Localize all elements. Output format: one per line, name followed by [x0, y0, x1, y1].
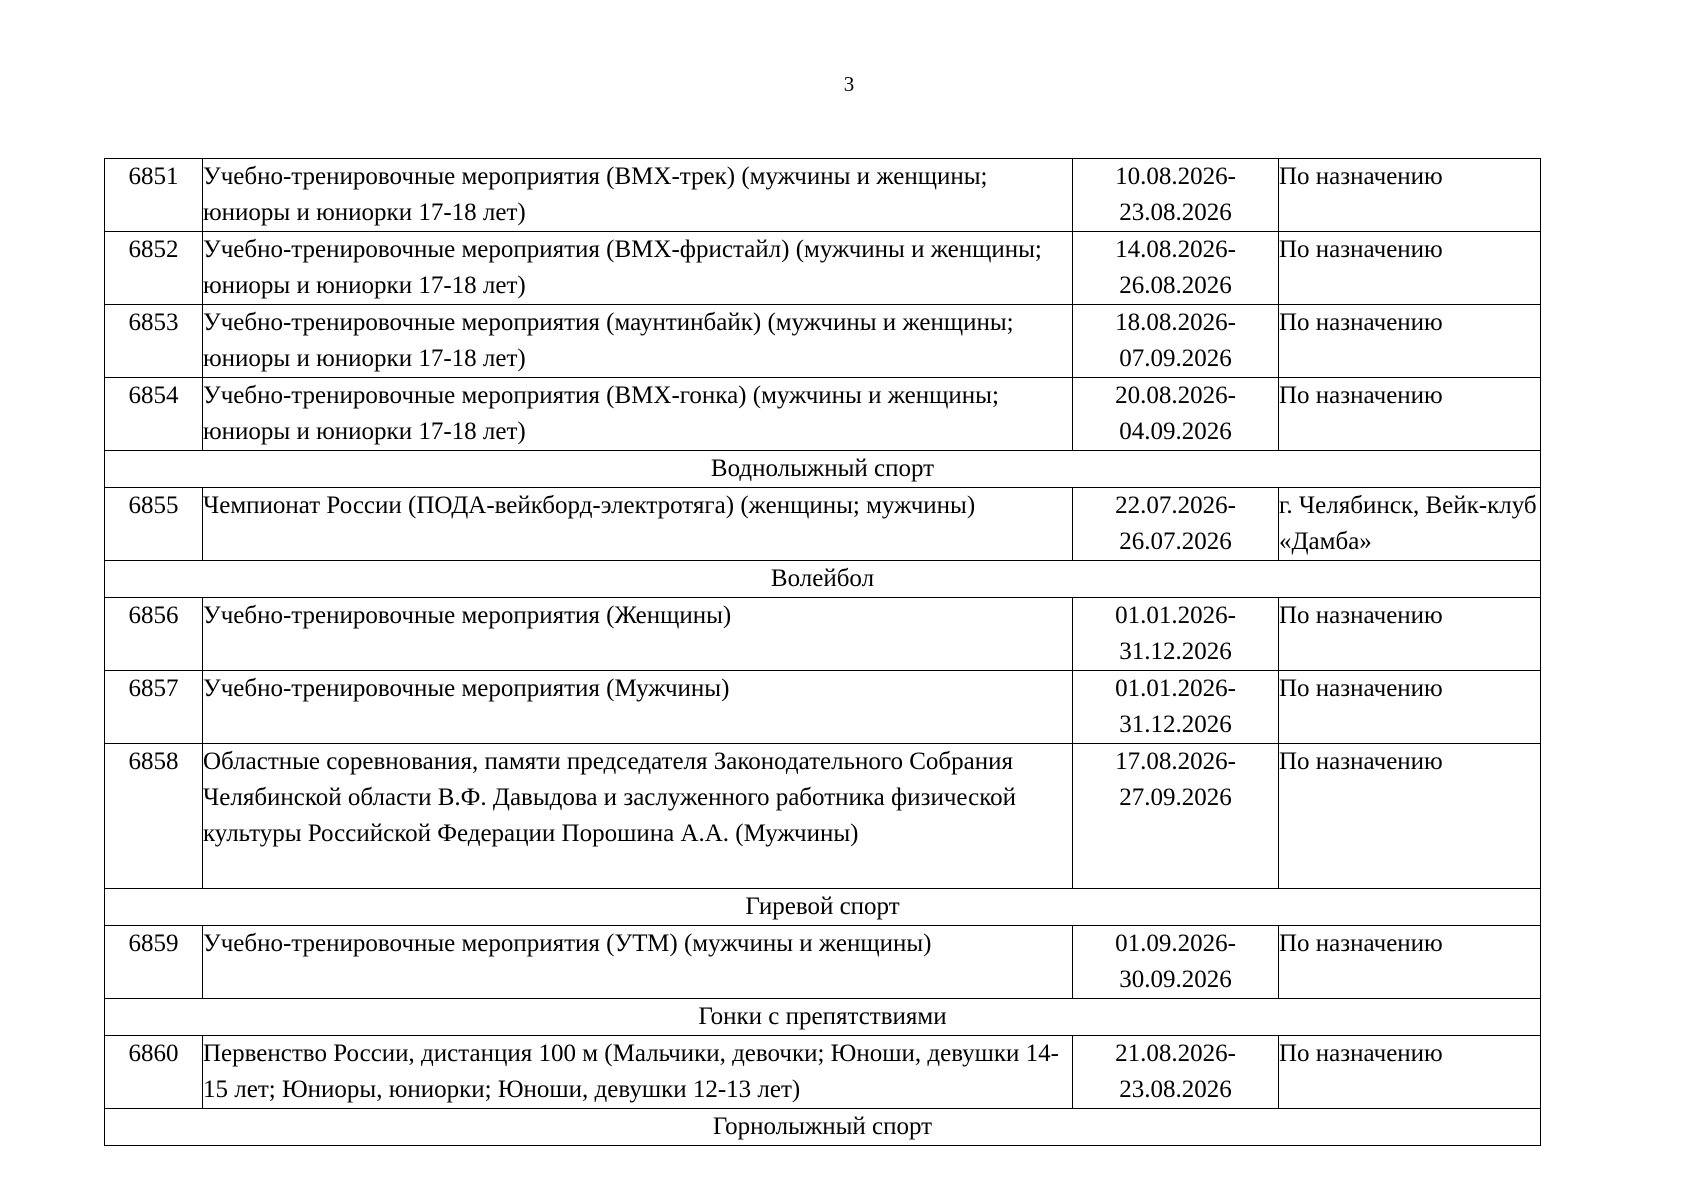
event-dates: [1073, 232, 1279, 305]
event-dates: [1073, 598, 1279, 671]
section-title: Горнолыжный спорт: [105, 1109, 1541, 1146]
table-row: [105, 305, 1541, 378]
event-number: 6856: [105, 598, 203, 671]
event-date-start: 10.08.2026-: [1115, 163, 1236, 190]
event-date-start: 14.08.2026-: [1115, 236, 1236, 263]
event-name: Учебно-тренировочные мероприятия (BMX-фристайл) (мужчины и женщины; юниоры и юниорки 17-18 лет): [203, 232, 1073, 305]
event-dates: [1073, 1036, 1279, 1109]
section-title: Волейбол: [105, 561, 1541, 598]
event-date-start: 01.01.2026-: [1115, 602, 1236, 629]
event-place: По назначению: [1279, 305, 1541, 378]
event-date-start: 01.01.2026-: [1115, 675, 1236, 702]
event-number: 6857: [105, 671, 203, 744]
event-name: Учебно-тренировочные мероприятия (Мужчины): [203, 671, 1073, 744]
event-dates: [1073, 671, 1279, 744]
event-number: 6859: [105, 926, 203, 999]
section-title: Гонки с препятствиями: [105, 999, 1541, 1036]
event-dates: [1073, 744, 1279, 889]
event-number: 6853: [105, 305, 203, 378]
event-place: По назначению: [1279, 1036, 1541, 1109]
events-table: [104, 158, 1541, 1146]
event-name: Первенство России, дистанция 100 м (Мальчики, девочки; Юноши, девушки 14-15 лет; Юниоры, юниорки; Юноши, девушки 12-13 лет): [203, 1036, 1073, 1109]
section-title: Гиревой спорт: [105, 889, 1541, 926]
table-row: [105, 744, 1541, 889]
event-place: г. Челябинск, Вейк-клуб «Дамба»: [1279, 488, 1541, 561]
event-name: Учебно-тренировочные мероприятия (BMX-гонка) (мужчины и женщины; юниоры и юниорки 17-18 лет): [203, 378, 1073, 451]
table-row: [105, 926, 1541, 999]
event-date-start: 22.07.2026-: [1115, 492, 1236, 519]
event-name: Чемпионат России (ПОДА-вейкборд-электротяга) (женщины; мужчины): [203, 488, 1073, 561]
event-date-start: 21.08.2026-: [1115, 1040, 1236, 1067]
section-title: Воднолыжный спорт: [105, 451, 1541, 488]
table-row: [105, 671, 1541, 744]
event-dates: [1073, 305, 1279, 378]
table-row: [105, 232, 1541, 305]
event-date-end: 27.09.2026: [1119, 784, 1232, 811]
event-name: Учебно-тренировочные мероприятия (Женщины): [203, 598, 1073, 671]
event-place: По назначению: [1279, 671, 1541, 744]
event-date-end: 07.09.2026: [1119, 345, 1232, 372]
event-date-end: 23.08.2026: [1119, 1076, 1232, 1103]
event-name: Учебно-тренировочные мероприятия (УТМ) (мужчины и женщины): [203, 926, 1073, 999]
event-date-end: 23.08.2026: [1119, 199, 1232, 226]
event-dates: [1073, 159, 1279, 232]
section-row: [105, 889, 1541, 926]
event-name: Областные соревнования, памяти председателя Законодательного Собрания Челябинской области В.Ф. Давыдова и заслуженного работника физической культуры Российской Федерации Порошина А.А. (Мужчины): [203, 744, 1073, 889]
event-date-start: 17.08.2026-: [1115, 748, 1236, 775]
table-row: [105, 1036, 1541, 1109]
event-place: По назначению: [1279, 232, 1541, 305]
event-number: 6854: [105, 378, 203, 451]
event-name: Учебно-тренировочные мероприятия (BMX-трек) (мужчины и женщины; юниоры и юниорки 17-18 лет): [203, 159, 1073, 232]
event-number: 6860: [105, 1036, 203, 1109]
event-place: По назначению: [1279, 378, 1541, 451]
event-date-end: 30.09.2026: [1119, 966, 1232, 993]
event-place: По назначению: [1279, 744, 1541, 889]
event-name: Учебно-тренировочные мероприятия (маунтинбайк) (мужчины и женщины; юниоры и юниорки 17-18 лет): [203, 305, 1073, 378]
section-row: [105, 999, 1541, 1036]
event-place: По назначению: [1279, 926, 1541, 999]
event-dates: [1073, 926, 1279, 999]
section-row: [105, 561, 1541, 598]
table-row: [105, 378, 1541, 451]
event-date-end: 26.08.2026: [1119, 272, 1232, 299]
table-row: [105, 598, 1541, 671]
event-number: 6852: [105, 232, 203, 305]
table-row: [105, 159, 1541, 232]
event-number: 6858: [105, 744, 203, 889]
event-number: 6855: [105, 488, 203, 561]
event-date-end: 04.09.2026: [1119, 418, 1232, 445]
event-date-end: 31.12.2026: [1119, 638, 1232, 665]
table-row: [105, 488, 1541, 561]
page-number: 3: [843, 72, 855, 96]
event-number: 6851: [105, 159, 203, 232]
event-date-start: 01.09.2026-: [1115, 930, 1236, 957]
event-place: По назначению: [1279, 598, 1541, 671]
event-date-end: 31.12.2026: [1119, 711, 1232, 738]
event-dates: [1073, 488, 1279, 561]
event-date-start: 20.08.2026-: [1115, 382, 1236, 409]
event-date-start: 18.08.2026-: [1115, 309, 1236, 336]
section-row: [105, 451, 1541, 488]
section-row: [105, 1109, 1541, 1146]
event-date-end: 26.07.2026: [1119, 528, 1232, 555]
event-dates: [1073, 378, 1279, 451]
event-place: По назначению: [1279, 159, 1541, 232]
